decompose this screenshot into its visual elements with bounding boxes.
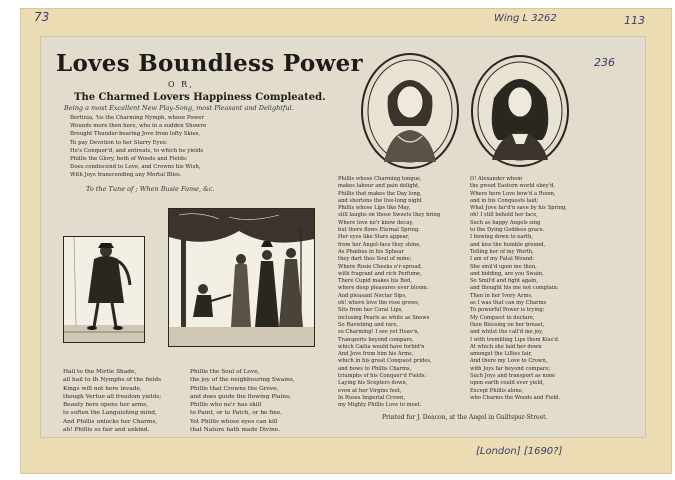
column-line: As Phœbus in his Sphear: [338, 248, 404, 255]
stanza-line: that Nature hath made Divine.: [190, 427, 280, 434]
column-line: I with trembling Lips them Kiss'd.: [470, 336, 560, 343]
annotation-imprint: [London] [1690?]: [476, 446, 563, 457]
annotation-top-left: 73: [34, 10, 50, 24]
verse-line: With Joys transcending any Mortal Bliss.: [70, 172, 182, 179]
verse-line: To pay Devotion to her Starry Eyes:: [70, 139, 168, 146]
column-line: then Blessing on her breast,: [470, 321, 545, 328]
column-line: At which she laid her down: [470, 343, 542, 350]
argument-verse: [70, 114, 206, 180]
column-line: they dart thos Soul of mine;: [338, 256, 412, 263]
column-line: Laying his Scepters down,: [338, 380, 408, 387]
column-line: Then in her Ivory Arms,: [470, 292, 533, 299]
stanza-line: Phillis who ne'r has skill: [190, 402, 262, 409]
column-line: Where Rosie Cheeks o'r-spread,: [338, 263, 423, 270]
column-line: Such Joys and transport as none: [470, 373, 556, 380]
column-line: And pleasant Nectar Sips,: [338, 292, 407, 299]
verse-line: Bertinia, 'tis the Charming Nymph, whose Power: [70, 115, 204, 121]
column-line: and in his Conquests laid;: [470, 197, 539, 204]
column-line: What Jove far'd'n save by his Spring,: [470, 205, 567, 212]
column-line: I am of my Fatal Wound:: [470, 256, 535, 263]
column-line: Transports beyond compare,: [338, 336, 414, 343]
stanza-left: [63, 368, 161, 434]
column-line: and thought his me not complain:: [470, 285, 559, 292]
column-line: To powerful Power is trying:: [470, 307, 545, 314]
column-line: oh! where love the rose grows,: [338, 300, 420, 307]
column-line: which Cælia would have forbid'n: [338, 343, 425, 350]
stanza-line: Kings will not here invade,: [63, 385, 142, 392]
woodcut-scene: [168, 208, 315, 347]
column-line: Sits from her Coral Lips,: [338, 307, 403, 314]
ballad-description: Being a most Excellent New Play-Song, most Pleasant and Delightful.: [64, 104, 294, 112]
column-line: so Charming! I see yet Heav'n,: [338, 329, 420, 336]
annotation-sheet-number: 236: [594, 56, 615, 69]
column-line: There Cupid makes his Bed,: [338, 278, 413, 285]
column-line: She smil'd upon me then,: [470, 263, 537, 270]
column-line: Where love ne'r knew decay,: [338, 219, 414, 226]
stanza-line: to soften the Languishing mind,: [63, 410, 157, 417]
column-line: Phillis that makes the Day long,: [338, 190, 422, 197]
column-line: upon earth could ever yield,: [470, 380, 544, 387]
stanza-line: and does guide the flowing Plains;: [190, 393, 291, 400]
stanza-middle: [190, 368, 295, 434]
column-line: who Charms the Woods and Field.: [470, 394, 561, 401]
portrait-woman-medallion: [360, 52, 460, 170]
portrait-man-medallion: [470, 54, 570, 168]
stanza-line: Yet Phillis whose eyes can kill: [190, 418, 278, 425]
tune-line: To the Tune of ; When Busie Fame, &c.: [86, 185, 215, 193]
ballad-subtitle: The Charmed Lovers Happiness Compleated.: [74, 92, 326, 103]
column-line: Phillis whose Lips like May,: [338, 205, 411, 212]
column-line: with fragrant and rich Perfume,: [338, 270, 422, 277]
column-line: O! Alexander whom: [470, 176, 523, 182]
ballad-or: O R,: [168, 80, 194, 89]
column-line: Where here Love bow'd a Room,: [470, 190, 556, 197]
column-line: So Ravishing and rare,: [338, 321, 399, 328]
stanza-line: the joy of the neighbouring Swains,: [190, 377, 295, 384]
column-line: but there flows Eternal Spring.: [338, 227, 420, 234]
column-line: and kiss the humble ground,: [470, 241, 546, 248]
column-line: still laughs on those Sweets they bring: [338, 212, 441, 219]
column-line: to the Dying Goddess grace.: [470, 227, 545, 234]
verse-line: Brought Thunder-bearing Jove from lofty Skies,: [70, 131, 201, 138]
stanza-line: Phillis the Soul of Love,: [190, 369, 260, 375]
stanza-line: though Vertue all freedom yields;: [63, 393, 162, 400]
column-three: [338, 176, 440, 410]
ballad-title: Loves Boundless Power: [56, 50, 363, 77]
column-line: makes labour and pain delight,: [338, 183, 420, 190]
column-line: and whilst the call'd me joy,: [470, 329, 544, 336]
column-line: and bows to Phillis Charms,: [338, 365, 412, 372]
stanza-line: all hail to th Nymphs of the fields: [63, 377, 162, 384]
column-line: and shortens the live-long night: [338, 197, 422, 204]
column-line: which in his great Conquest prides,: [338, 358, 432, 365]
column-line: and bidding, are you Swain,: [470, 270, 544, 277]
annotation-folio: 113: [624, 14, 645, 27]
verse-line: He's Conquer'd, and entreats, to which he yields: [70, 147, 204, 154]
column-line: Except Phillis alone,: [470, 387, 524, 394]
annotation-shelfmark: Wing L 3262: [494, 13, 557, 24]
column-line: In Roses Imperial Crown,: [338, 394, 406, 401]
verse-line: Phillis the Glory, both of Woods and Fields:: [70, 155, 188, 162]
stanza-line: Phillis that Crowns the Grove,: [190, 385, 279, 392]
column-line: with Joys far beyond compare;: [470, 365, 551, 372]
column-line: Phillis whose Charming tongue,: [338, 176, 422, 182]
column-line: amongst the Lillies fair,: [470, 351, 533, 358]
column-line: So Smil'd and fight again,: [470, 278, 538, 285]
column-line: where deep pleasures ever bloom.: [338, 285, 429, 292]
column-line: as I was that can my Charms: [470, 300, 547, 307]
column-line: the proud Eastern world obey'd,: [470, 183, 556, 190]
stanza-line: to Paint, or to Patch, or be fine,: [190, 410, 283, 417]
column-line: And there my Love to Crown,: [470, 358, 548, 365]
column-line: I bowing down to earth,: [470, 234, 533, 241]
column-line: Telling her of my Worth,: [470, 248, 534, 255]
column-line: oh! I still behold her face,: [470, 212, 538, 219]
woodcut-gentleman: [63, 236, 145, 343]
verse-line: Wounds more then here, who in a sudden Showre: [70, 123, 207, 130]
column-line: Such as happy Angels sing: [470, 219, 541, 226]
column-line: from her Angel-face they shine,: [338, 241, 421, 248]
verse-line: Does condiscend to Love, and Crowns his Wish,: [70, 164, 201, 171]
stanza-line: ah! Phillis so fair and unkind.: [63, 427, 150, 434]
column-line: my Mighty Phillis Love to meet.: [338, 402, 422, 409]
column-line: triumphs of his Conquer'd Fields:: [338, 373, 427, 380]
stanza-line: Beauty here opens her arms,: [63, 402, 149, 409]
stanza-line: And Phillis unlocks her Charms,: [63, 418, 158, 425]
column-line: Her eyes like Stars appear,: [338, 234, 410, 241]
printer-imprint: Printed for J. Deacon, at the Angel in Guiltspur-Street.: [382, 414, 548, 421]
column-line: even at her Virgins feet,: [338, 387, 402, 394]
column-line: inclosing Pearls as white as Snows: [338, 314, 430, 321]
column-line: And Jove from him his Arms,: [338, 351, 414, 358]
column-line: My Conquest to declare,: [470, 314, 535, 321]
column-four: [470, 176, 567, 402]
stanza-line: Hail to the Mirtle Shade,: [63, 369, 137, 375]
